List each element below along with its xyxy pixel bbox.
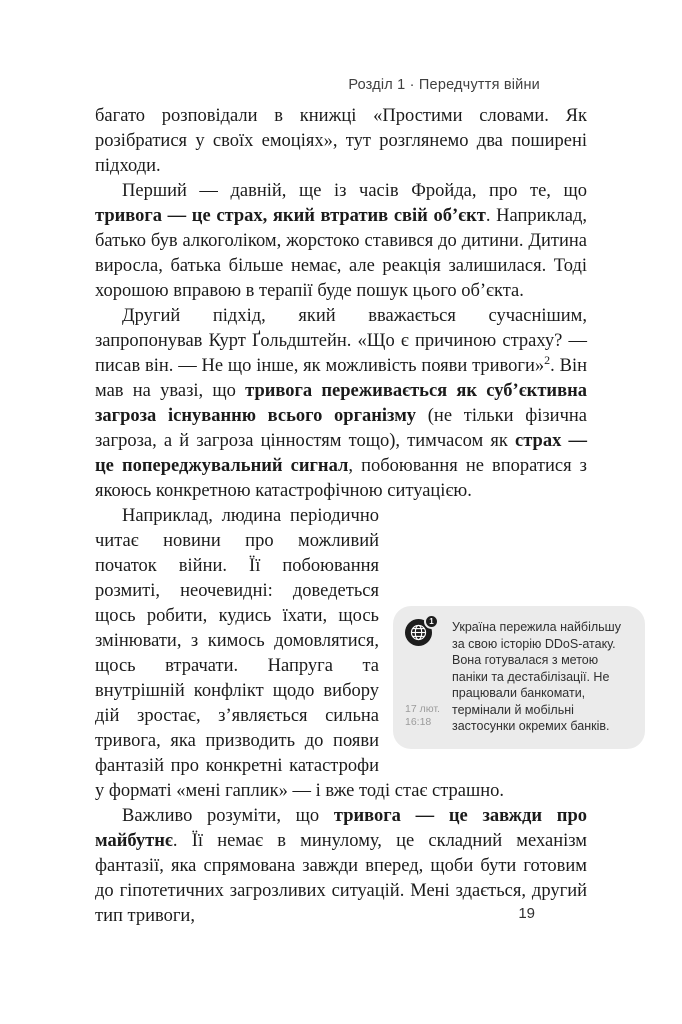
text-run: багато розповідали в книжці «Простими словами. Як розібратися у своїх емоціях», тут розглянемо два поширені підходи. [95,106,587,176]
paragraph [95,179,587,304]
timestamp-time: 16:18 [405,715,432,728]
text-run: Другий підхід, який вважається сучаснішим, запропонував Курт Ґольдштейн. «Що є причиною страху? — писав він. — Не що інше, як можливість появи тривоги» [95,306,587,376]
text-run: . Її немає в минулому, це складний механізм фантазії, яка спрямована завжди вперед, щоби бути готовим до гіпотетичних загрозливих ситуацій. Мені здається, другий тип тривоги, [95,831,587,926]
timestamp-date: 17 лют. [405,702,440,715]
page-number: 19 [518,905,535,922]
paragraph [95,804,587,929]
notification-badge: 1 [424,614,439,629]
message-text: Україна пережила найбільшу за свою історію DDoS-атаку. Вона готувалася з метою паніки та дестабілізації. Не працювали банкомати, термінали й мобільні застосунки окремих банків. [452,620,621,733]
text-run: тривога переживається як суб’єктивна загроза існуванню всього організму [95,381,587,426]
footnote-marker: 2 [544,352,551,367]
text-run: страх — це попереджувальний сигнал [95,431,587,476]
text-run: Важливо розуміти, що [122,806,334,826]
text-run: . Наприклад, батько був алкоголіком, жорстоко ставився до дитини. Дитина виросла, батька більше немає, але реакція залишилася. Тоді хорошою вправою в терапії буде пошук цього об’єкта. [95,206,587,301]
text-run: , побоювання не впоратися з якоюсь конкретною катастрофічною ситуацією. [95,456,587,501]
bubble-meta [405,619,441,735]
text-run: тривога — це страх, який втратив свій об’єкт [95,206,486,226]
paragraph [95,304,587,504]
paragraph [95,104,587,179]
globe-icon-glyph [410,624,427,641]
text-run: Наприклад, людина періодично читає новини про можливий початок війни. Її побоювання розмиті, неочевидні: доведеться щось робити, кудись їхати, щось змінювати, з кимось домовлятися, щось втрачати. Напруга та внутрішній конфлікт щодо вибору дій зростає, з’являється сильна тривога, яка призводить до появи фантазій про конкретні катастрофи у форматі «мені гаплик» — і вже тоді стає страшно. [95,506,505,801]
globe-icon [405,619,432,646]
running-head: Розділ 1 · Передчуття війни [348,77,540,93]
page-body [95,104,621,929]
text-run: Перший — давній, ще із часів Фройда, про те, що [122,181,587,201]
text-run: (не тільки фізична загроза, а й загроза цінностям тощо), тимчасом як [95,406,587,451]
text-run: тривога — це завжди про майбутнє [95,806,588,851]
paragraph-group [95,104,587,504]
timestamp [405,703,441,735]
text-run: . Він мав на увазі, що [95,356,587,401]
notification-bubble [393,606,645,749]
